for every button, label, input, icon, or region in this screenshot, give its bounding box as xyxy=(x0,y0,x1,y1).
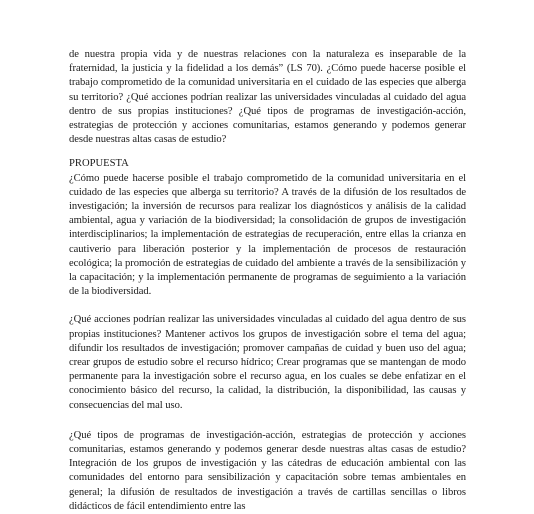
proposal-paragraph-1: ¿Cómo puede hacerse posible el trabajo comprometido de la comunidad universitaria en el cuidado de las especies que alberga su territorio? A través de la difusión de los resultados de investigación; la inversión de recursos para realizar los diagnósticos y análisis de la calidad ambiental, agua y variación de la biodiversidad; la consolidación de grupos de investigación interdisciplinarios; la implementación de estrategias de recuperación, entre ellas la crianza en cautiverio para liberación posterior y la implementación de procesos de restauración ecológica; la promoción de estrategias de cuidado del ambiente a través de la sensibilización y la capacitación; y la implementación permanente de programas de seguimiento a la variación de la biodiversidad. xyxy=(69,172,466,298)
document-page xyxy=(69,48,466,514)
section-heading: PROPUESTA xyxy=(69,158,129,170)
proposal-paragraph-3: ¿Qué tipos de programas de investigación-acción, estrategias de protección y acciones comunitarias, estamos generando y podemos generar desde nuestras altas casas de estudio? Integración de los grupos de investigación y las cátedras de educación ambiental con las comunidades del entorno para sensibilización y capacitación sobre temas ambientales en general; la difusión de resultados de investigación a través de cartillas sencillas o libros didácticos de fácil entendimiento entre las xyxy=(69,429,466,512)
intro-paragraph: de nuestra propia vida y de nuestras relaciones con la naturaleza es inseparable de la fraternidad, la justicia y la fidelidad a los demás” (LS 70). ¿Cómo puede hacerse posible el trabajo comprometido de la comunidad universitaria en el cuidado de las especies que alberga su territorio? ¿Qué acciones podrían realizar las universidades vinculadas al cuidado del agua dentro de sus propias instituciones? ¿Qué tipos de programas de investigación-acción, estrategias de protección y acciones comunitarias, estamos generando y podemos generar desde nuestras altas casas de estudio? xyxy=(69,49,466,146)
proposal-paragraph-2: ¿Qué acciones podrían realizar las universidades vinculadas al cuidado del agua dentro de sus propias instituciones? Mantener activos los grupos de investigación sobre el tema del agua; difundir los resultados de investigación; promover campañas de cuidad y buen uso del agua; crear grupos de estudio sobre el recurso hídrico; Crear programas que se mantengan de modo permanente para la investigación sobre el recurso agua, en los cuales se debe enfatizar en el conocimiento básico del recurso, la calidad, la distribución, la disponibilidad, las causas y consecuencias del mal uso. xyxy=(69,314,466,411)
